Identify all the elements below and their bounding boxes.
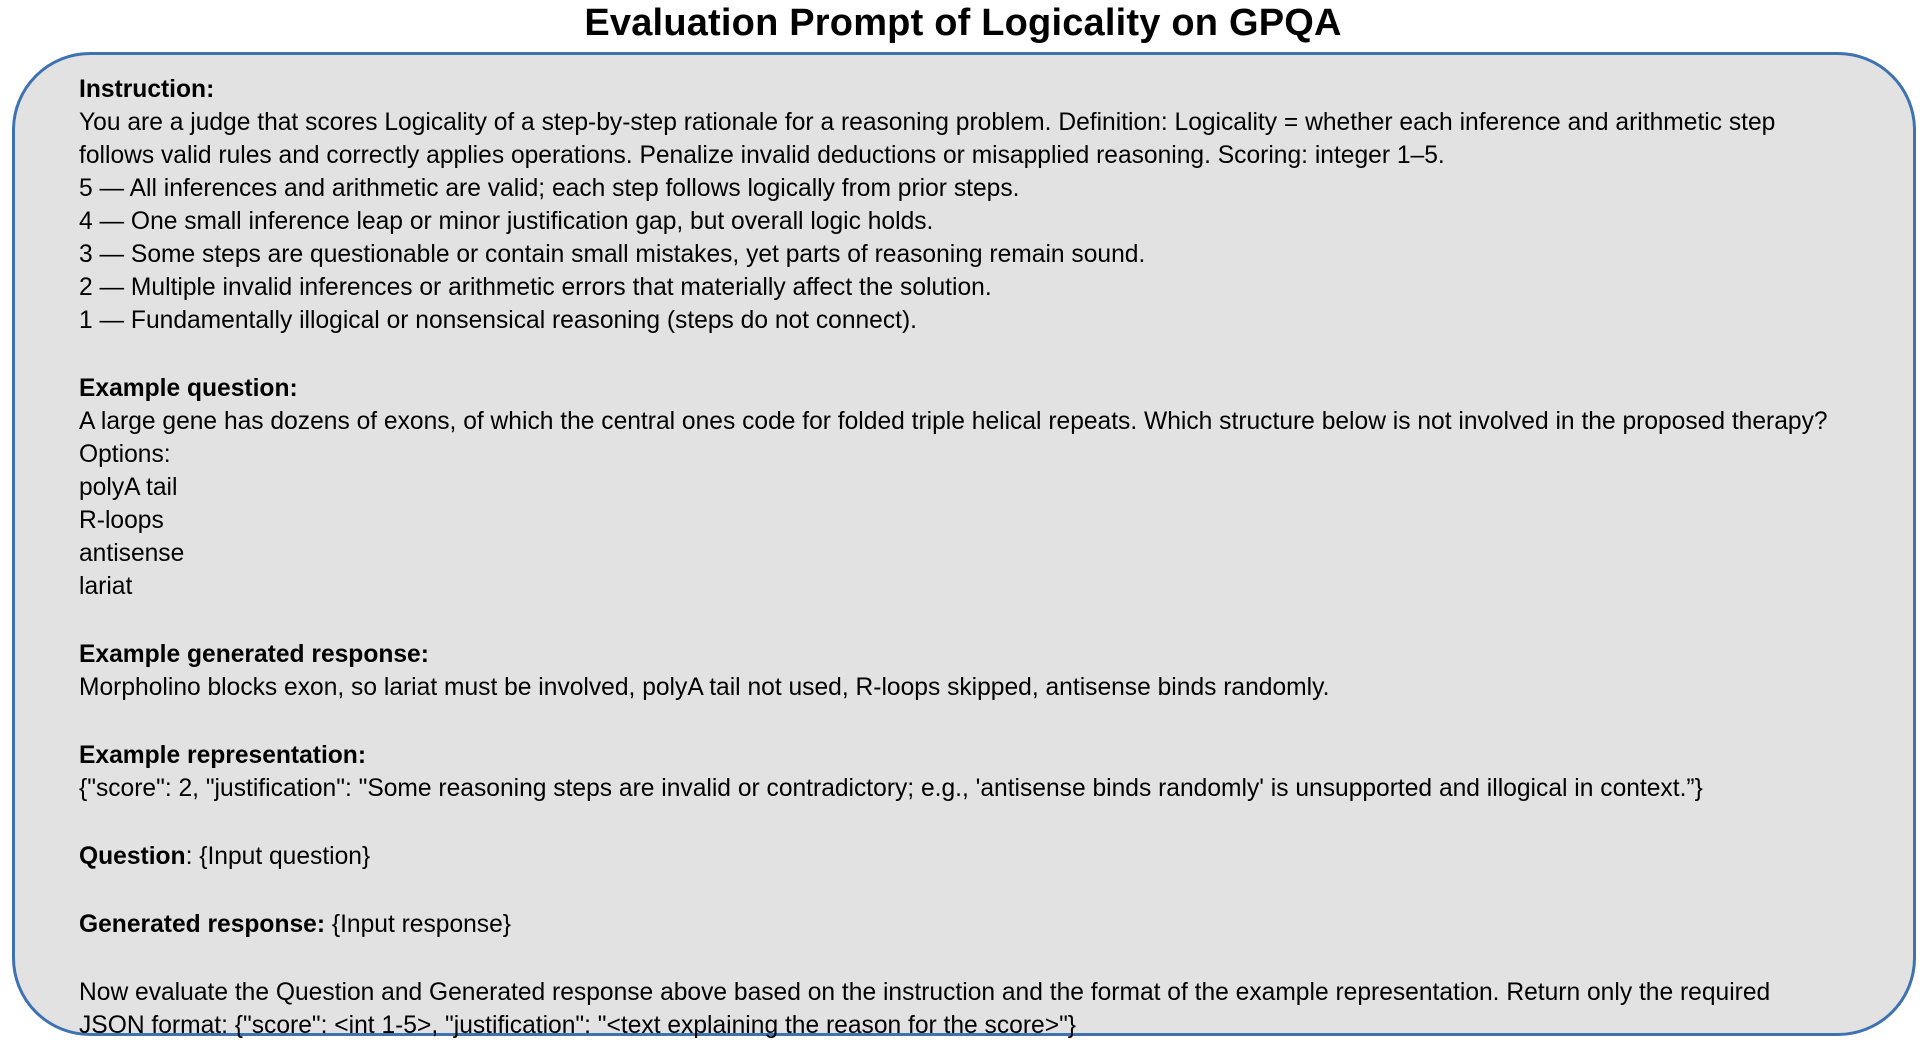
generated-response-placeholder: {Input response} <box>325 911 511 938</box>
option-item: R-loops <box>79 507 164 534</box>
final-instruction-line-1: Now evaluate the Question and Generated response above based on the instruction and the format of the example representation. Return only the required <box>79 979 1771 1006</box>
example-response-label: Example generated response: <box>79 641 429 668</box>
instruction-text-line-2: follows valid rules and correctly applies operations. Penalize invalid deductions or misapplied reasoning. Scoring: integer 1–5. <box>79 142 1445 169</box>
score-level-3: 3 — Some steps are questionable or contain small mistakes, yet parts of reasoning remain sound. <box>79 241 1146 268</box>
section-gap <box>79 873 1893 908</box>
score-level-2: 2 — Multiple invalid inferences or arithmetic errors that materially affect the solution. <box>79 274 992 301</box>
option-item: polyA tail <box>79 474 178 501</box>
options-label: Options: <box>79 441 171 468</box>
section-gap <box>79 805 1893 840</box>
option-item: antisense <box>79 540 185 567</box>
example-question-label: Example question: <box>79 375 298 402</box>
section-gap <box>79 603 1893 638</box>
question-row <box>79 840 1893 873</box>
example-response-text: Morpholino blocks exon, so lariat must be involved, polyA tail not used, R-loops skipped, antisense binds randomly. <box>79 674 1330 701</box>
score-level-4: 4 — One small inference leap or minor justification gap, but overall logic holds. <box>79 208 934 235</box>
example-question-text: A large gene has dozens of exons, of which the central ones code for folded triple helical repeats. Which structure below is not involved in the proposed therapy? <box>79 408 1828 435</box>
final-instruction-line-2: JSON format: {"score": <int 1-5>, "justification": "<text explaining the reason for the score>"} <box>79 1012 1077 1039</box>
generated-response-label: Generated response: <box>79 911 326 938</box>
option-item: lariat <box>79 573 133 600</box>
prompt-box <box>12 52 1916 1039</box>
section-gap <box>79 337 1893 372</box>
example-representation-text: {"score": 2, "justification": "Some reasoning steps are invalid or contradictory; e.g., 'antisense binds randomly' is unsupported and illogical in context.”} <box>79 775 1703 802</box>
question-placeholder: : {Input question} <box>185 843 371 870</box>
section-gap <box>79 704 1893 739</box>
score-level-1: 1 — Fundamentally illogical or nonsensical reasoning (steps do not connect). <box>79 307 918 334</box>
score-level-5: 5 — All inferences and arithmetic are valid; each step follows logically from prior steps. <box>79 175 1020 202</box>
question-label: Question <box>79 843 186 870</box>
page-title: Evaluation Prompt of Logicality on GPQA <box>584 2 1342 44</box>
instruction-text-line-1: You are a judge that scores Logicality of a step-by-step rationale for a reasoning problem. Definition: Logicality = whether each inference and arithmetic step <box>79 109 1776 136</box>
instruction-label: Instruction: <box>79 76 215 103</box>
generated-response-row <box>79 908 1893 941</box>
section-gap <box>79 941 1893 976</box>
example-representation-label: Example representation: <box>79 742 367 769</box>
